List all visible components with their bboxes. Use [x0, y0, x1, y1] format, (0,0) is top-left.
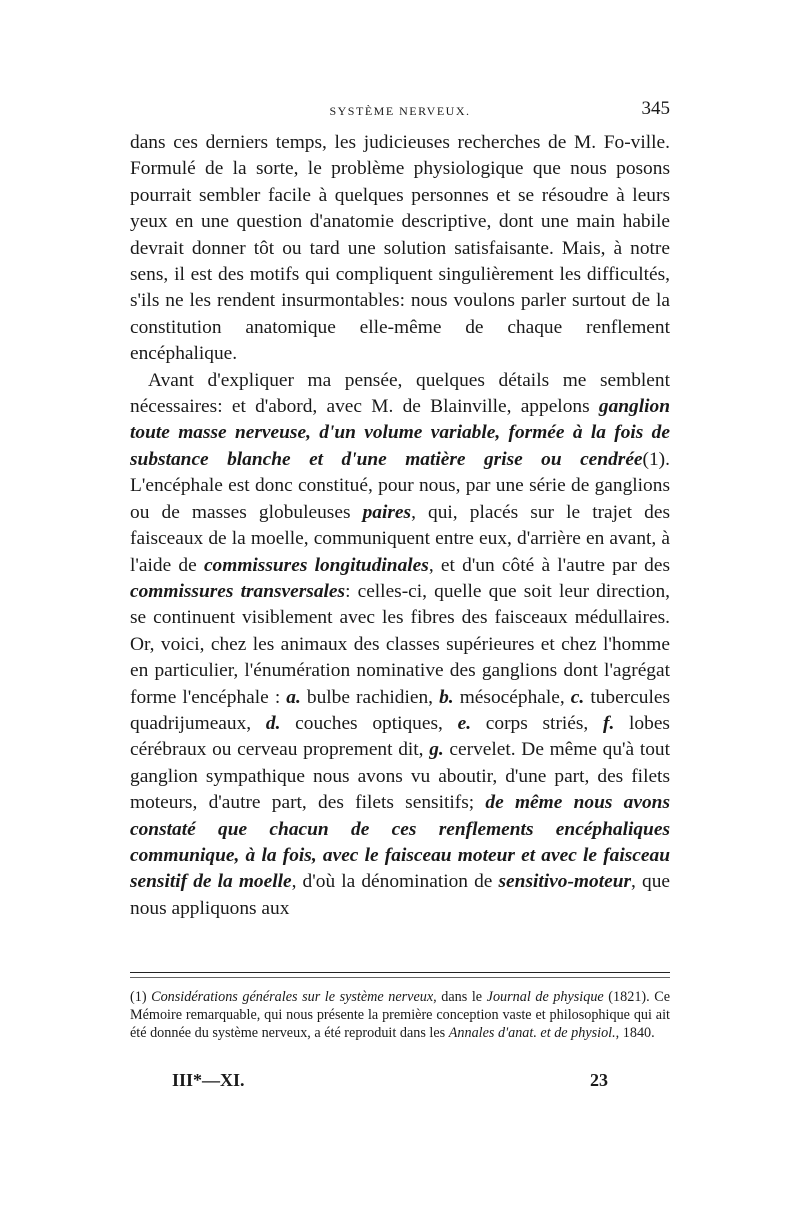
footnote-title: Considérations générales sur le système nerveux: [151, 989, 434, 1005]
text-run: tubercules quadrijumeaux,: [130, 686, 671, 734]
enum-letter: d.: [265, 712, 281, 734]
enum-letter: f.: [603, 712, 615, 734]
page-number: 345: [641, 98, 670, 119]
text-run: , et d'un côté à l'autre par des: [428, 554, 670, 576]
text-run: bulbe rachidien,: [300, 686, 440, 708]
footnote: [130, 988, 670, 1043]
text-run: couches optiques,: [280, 712, 458, 734]
text-run: , d'où la dénomination de: [291, 871, 499, 893]
running-head: SYSTÈME NERVEUX.: [329, 104, 471, 118]
text-run: Avant d'expliquer ma pensée, quelques détails me semblent nécessaires: et d'abord, avec M. de Blainville, appelons: [130, 369, 670, 418]
body-text: [130, 130, 670, 922]
italic-term: commissures transversales: [130, 580, 346, 602]
page-footer: [130, 1070, 670, 1096]
footnote-journal: Journal de physique: [486, 989, 604, 1005]
enum-letter: c.: [570, 686, 585, 708]
footnote-annales: Annales d'anat. et de physiol.: [448, 1025, 616, 1042]
signature-mark: III*—XI.: [172, 1070, 245, 1090]
italic-statement: de même nous avons constaté que chacun de ces renflements encéphaliques communique, à la fois, avec le faisceau moteur et avec le faisceau sensitif de la moelle: [130, 792, 670, 893]
footnote-marker: (1): [130, 989, 152, 1005]
page-header: [130, 98, 670, 122]
text-run: mésocéphale,: [453, 686, 571, 708]
paragraph-2: [130, 368, 670, 923]
text-run: , que nous appliquons aux: [130, 871, 670, 919]
text-run: (1). L'encéphale est donc constitué, pour nous, par une série de ganglions ou de masses globuleuses: [130, 448, 670, 523]
italic-term: paires: [362, 501, 412, 523]
italic-term: commissures longitudinales: [203, 554, 429, 576]
text-run: corps striés,: [471, 712, 604, 734]
footnote-text: (1821). Ce Mémoire remarquable, qui nous présente la première conception vaste et philosophique qui ait été donnée du système nerveux, a été reproduit dans les: [130, 989, 671, 1042]
text-run: lobes cérébraux ou cerveau proprement dit,: [130, 712, 670, 761]
footnote-text: , 1840.: [615, 1025, 655, 1042]
text-run: , qui, placés sur le trajet des faisceaux de la moelle, communiquent entre eux, d'arrière en avant, à l'aide de: [130, 501, 670, 576]
text-run: cervelet. De même qu'à tout ganglion sympathique nous avons vu aboutir, d'une part, des filets moteurs, d'autre part, des filets sensitifs;: [130, 739, 670, 814]
italic-definition: ganglion toute masse nerveuse, d'un volume variable, formée à la fois de substance blanche et d'une matière grise ou cendrée: [130, 396, 670, 470]
footnote-rule: [130, 972, 670, 973]
footnote-rule-thin: [130, 977, 670, 978]
sheet-number: 23: [590, 1070, 608, 1090]
text-run: : celles-ci, quelle que soit leur direction, se continuent visiblement avec les fibres des faisceaux médullaires. Or, voici, chez les animaux des classes supérieures et chez l'homme en particulier, l'énumération nominative des ganglions dont l'agrégat forme l'encéphale :: [130, 580, 670, 708]
enum-letter: b.: [439, 686, 454, 708]
enum-letter: g.: [429, 739, 444, 761]
footnote-text: , dans le: [433, 989, 487, 1005]
italic-term: sensitivo-moteur: [498, 871, 632, 893]
enum-letter: e.: [457, 712, 472, 734]
enum-letter: a.: [286, 686, 301, 708]
paragraph-1: dans ces derniers temps, les judicieuses recherches de M. Fo-ville. Formulé de la sorte, le problème physiologique que nous posons pourrait sembler facile à quelques personnes et se résoudre à leurs yeux en une question d'anatomie descriptive, dont une main habile devrait donner tôt ou tard une solution satisfaisante. Mais, à notre sens, il est des motifs qui compliquent singulièrement les difficultés, s'ils ne les rendent insurmontables: nous voulons parler surtout de la constitution anatomique elle-même de chaque renflement encéphalique.: [130, 132, 670, 365]
